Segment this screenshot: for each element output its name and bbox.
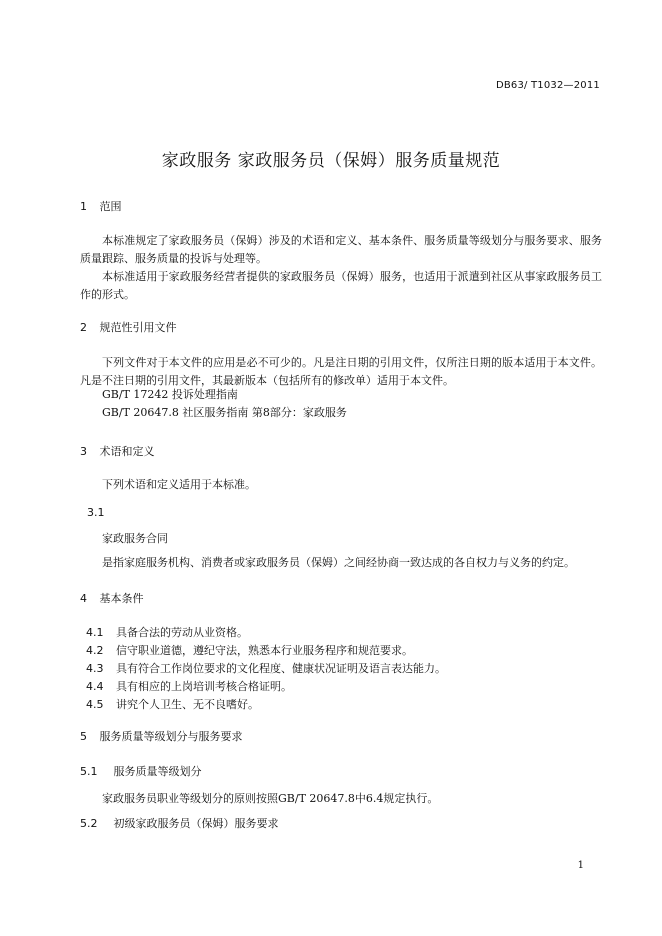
section-4-heading	[80, 592, 144, 606]
section-title: 术语和定义	[99, 445, 155, 458]
section-3-heading	[80, 445, 155, 459]
subsection-5-1-heading	[80, 765, 202, 779]
section-5-heading	[80, 730, 243, 744]
section-1-heading	[80, 200, 122, 214]
item-text: 信守职业道德，遵纪守法，熟悉本行业服务程序和规范要求。	[116, 644, 413, 657]
section-title: 基本条件	[99, 592, 144, 605]
section-number: 4	[80, 592, 87, 605]
subsection-number: 5.1	[80, 765, 98, 778]
subsection-title: 初级家政服务员（保姆）服务要求	[113, 817, 279, 830]
item-text: 讲究个人卫生、无不良嗜好。	[116, 698, 259, 711]
section-title: 规范性引用文件	[99, 321, 177, 334]
reference-2: GB/T 20647.8 社区服务指南 第8部分：家政服务	[102, 406, 347, 419]
section-number: 3	[80, 445, 87, 458]
item-text: 具备合法的劳动从业资格。	[116, 626, 248, 639]
section-1-paragraph-1: 本标准规定了家政服务员（保姆）涉及的术语和定义、基本条件、服务质量等级划分与服务要求、服务质量跟踪、服务质量的投诉与处理等。	[80, 234, 602, 265]
section-title: 服务质量等级划分与服务要求	[99, 730, 243, 743]
reference-1: GB/T 17242 投诉处理指南	[102, 388, 238, 401]
section-2-heading	[80, 321, 177, 335]
subsection-5-1-text: 家政服务员职业等级划分的原则按照GB/T 20647.8中6.4规定执行。	[102, 792, 439, 805]
condition-item	[86, 678, 292, 696]
section-2-paragraph: 下列文件对于本文件的应用是必不可少的。凡是注日期的引用文件，仅所注日期的版本适用于本文件。凡是不注日期的引用文件，其最新版本（包括所有的修改单）适用于本文件。	[80, 356, 602, 387]
condition-item	[86, 642, 413, 660]
item-number: 4.5	[86, 698, 104, 711]
section-number: 2	[80, 321, 87, 334]
section-number: 5	[80, 730, 87, 743]
item-text: 具有相应的上岗培训考核合格证明。	[116, 680, 292, 693]
section-1-paragraph-2: 本标准适用于家政服务经营者提供的家政服务员（保姆）服务，也适用于派遣到社区从事家政服务员工作的形式。	[80, 270, 602, 301]
subsection-title: 服务质量等级划分	[113, 765, 202, 778]
subsection-number: 5.2	[80, 817, 98, 830]
term-name: 家政服务合同	[102, 532, 168, 545]
document-title: 家政服务 家政服务员（保姆）服务质量规范	[161, 151, 501, 171]
term-definition: 是指家庭服务机构、消费者或家政服务员（保姆）之间经协商一致达成的各自权力与义务的约定。	[102, 556, 575, 569]
subsection-5-2-heading	[80, 817, 279, 831]
condition-item	[86, 660, 446, 678]
item-number: 4.2	[86, 644, 104, 657]
condition-item	[86, 696, 259, 714]
term-number: 3.1	[87, 506, 105, 519]
section-3-paragraph: 下列术语和定义适用于本标准。	[102, 478, 256, 491]
condition-item	[86, 624, 248, 642]
item-number: 4.1	[86, 626, 104, 639]
item-number: 4.3	[86, 662, 104, 675]
page-number: 1	[577, 860, 584, 871]
section-number: 1	[80, 200, 87, 213]
item-text: 具有符合工作岗位要求的文化程度、健康状况证明及语言表达能力。	[116, 662, 446, 675]
item-number: 4.4	[86, 680, 104, 693]
standard-code: DB63/ T1032—2011	[495, 80, 600, 91]
section-title: 范围	[99, 200, 122, 213]
